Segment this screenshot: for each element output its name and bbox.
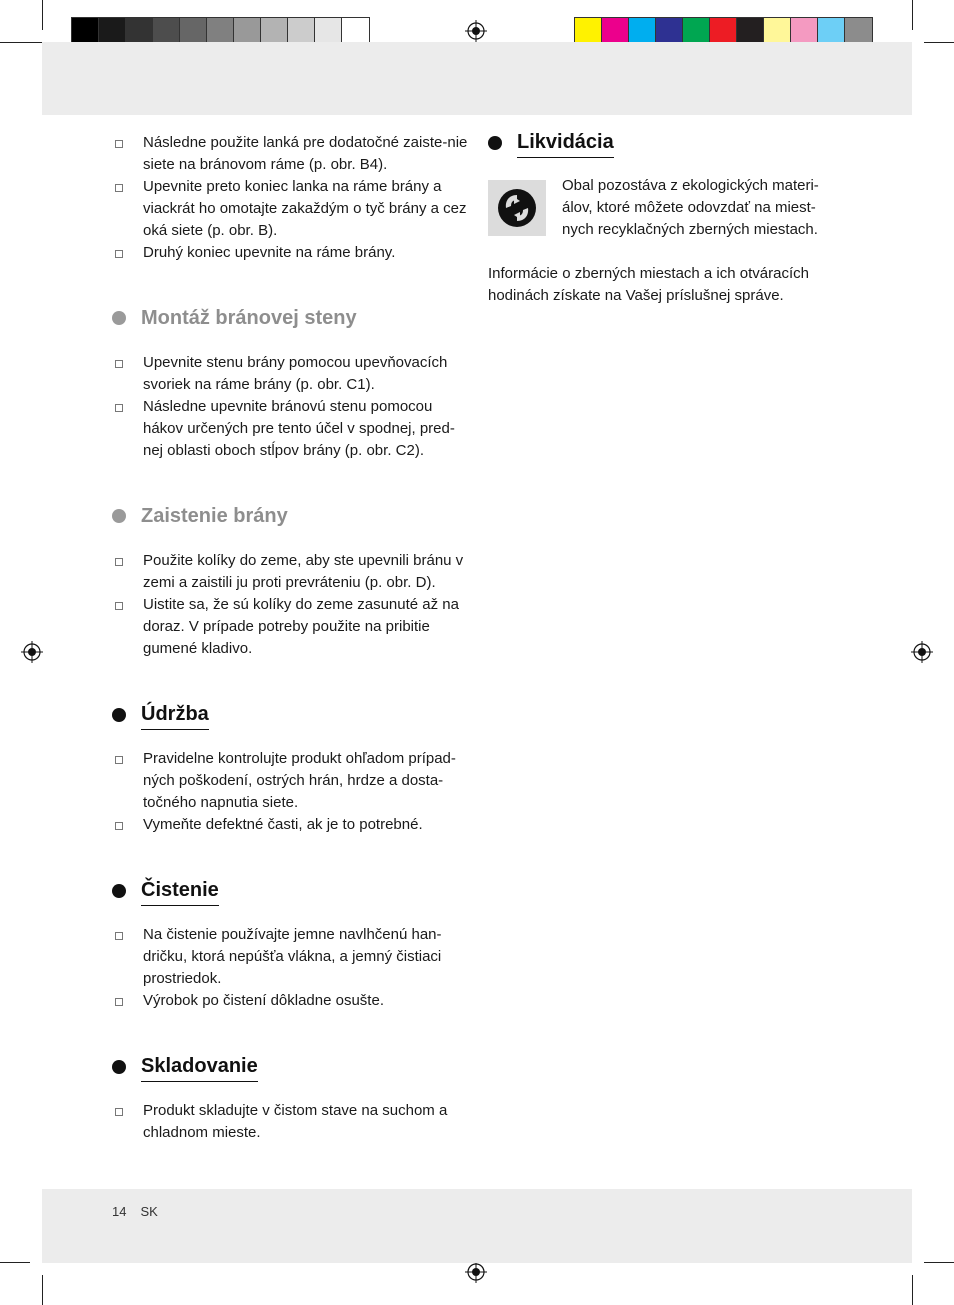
checkbox-bullet-icon — [115, 602, 123, 610]
color-swatch — [575, 18, 602, 45]
color-swatch — [710, 18, 737, 45]
list-item: Použite kolíky do zeme, aby ste upevnili bránu v zemi a zaistili ju proti prevráteniu (p. obr. D). — [112, 550, 472, 594]
list-item: Upevnite preto koniec lanka na ráme brány a viackrát ho omotajte zakaždým o tyč brány a cez oká siete (p. obr. B). — [112, 176, 472, 242]
checkbox-bullet-icon — [115, 558, 123, 566]
section-heading-cistenie — [112, 876, 472, 906]
right-column — [488, 128, 838, 304]
registration-mark-icon — [465, 1261, 487, 1283]
bullet-dot-icon — [112, 1060, 126, 1074]
collection-info-text: Informácie o zberných miestach a ich otváracích hodinách získate na Vašej príslušnej správe. — [488, 265, 809, 304]
color-swatch — [818, 18, 845, 45]
crop-mark — [924, 1262, 954, 1263]
crop-mark — [912, 1275, 913, 1305]
bullet-dot-icon — [112, 311, 126, 325]
color-swatch — [153, 18, 180, 45]
skladovanie-list — [112, 1100, 472, 1144]
checkbox-bullet-icon — [115, 140, 123, 148]
color-swatch — [629, 18, 656, 45]
udrzba-list — [112, 748, 472, 836]
cistenie-list — [112, 924, 472, 1012]
bullet-dot-icon — [112, 509, 126, 523]
montaz-list — [112, 352, 472, 462]
crop-mark — [42, 0, 43, 30]
color-swatch — [234, 18, 261, 45]
checkbox-bullet-icon — [115, 404, 123, 412]
checkbox-bullet-icon — [115, 360, 123, 368]
color-swatch — [315, 18, 342, 45]
bullet-dot-icon — [112, 708, 126, 722]
section-heading-udrzba — [112, 700, 472, 730]
color-swatch — [602, 18, 629, 45]
list-item: Na čistenie používajte jemne navlhčenú han-dričku, ktorá nepúšťa vlákna, a jemný čistiaci prostriedok. — [112, 924, 472, 990]
header-band — [42, 42, 912, 115]
crop-mark — [42, 1275, 43, 1305]
registration-mark-icon — [465, 20, 487, 42]
list-item: Pravidelne kontrolujte produkt ohľadom prípad-ných poškodení, ostrých hrán, hrdze a dosta-točného napnutia siete. — [112, 748, 472, 814]
checkbox-bullet-icon — [115, 184, 123, 192]
section-title: Skladovanie — [141, 1052, 258, 1082]
list-item: Následne upevnite bránovú stenu pomocou hákov určených pre tento účel v spodnej, pred-nej oblasti oboch stĺpov brány (p. obr. C2). — [112, 396, 472, 462]
color-swatch — [656, 18, 683, 45]
section-title: Čistenie — [141, 876, 219, 906]
color-swatch — [207, 18, 234, 45]
page-footer — [112, 1204, 172, 1219]
list-item: Produkt skladujte v čistom stave na suchom a chladnom mieste. — [112, 1100, 472, 1144]
list-item: Následne použite lanká pre dodatočné zaiste-nie siete na bránovom ráme (p. obr. B4). — [112, 132, 472, 176]
crop-mark — [0, 1262, 30, 1263]
list-item: Výrobok po čistení dôkladne osušte. — [112, 990, 472, 1012]
checkbox-bullet-icon — [115, 756, 123, 764]
section-title: Likvidácia — [517, 128, 614, 158]
bullet-dot-icon — [112, 884, 126, 898]
crop-mark — [18, 42, 42, 43]
section-heading-zaistenie — [112, 502, 472, 530]
checkbox-bullet-icon — [115, 932, 123, 940]
color-swatch — [72, 18, 99, 45]
color-swatch — [126, 18, 153, 45]
section-title: Montáž bránovej steny — [141, 307, 357, 329]
color-swatch — [764, 18, 791, 45]
checkbox-bullet-icon — [115, 1108, 123, 1116]
crop-mark — [924, 42, 954, 43]
registration-mark-icon — [911, 641, 933, 663]
color-swatch — [683, 18, 710, 45]
packaging-text: Obal pozostáva z ekologických materi-álov, ktoré môžete odovzdať na miest-nych recyklačných zberných miestach. — [562, 177, 819, 238]
green-dot-logo — [488, 180, 546, 236]
checkbox-bullet-icon — [115, 250, 123, 258]
section-title: Zaistenie brány — [141, 505, 288, 527]
color-swatch — [342, 18, 369, 45]
zaistenie-list — [112, 550, 472, 660]
footer-band — [42, 1189, 912, 1263]
language-code: SK — [140, 1204, 158, 1219]
color-swatch — [737, 18, 764, 45]
color-swatch — [180, 18, 207, 45]
section-heading-skladovanie — [112, 1052, 472, 1082]
color-swatch — [791, 18, 818, 45]
intro-list — [112, 132, 472, 264]
list-item: Vymeňte defektné časti, ak je to potrebné. — [112, 814, 472, 836]
list-item: Uistite sa, že sú kolíky do zeme zasunuté až na doraz. V prípade potreby použite na pribitie gumené kladivo. — [112, 594, 472, 660]
checkbox-bullet-icon — [115, 822, 123, 830]
list-item: Upevnite stenu brány pomocou upevňovacích svoriek na ráme brány (p. obr. C1). — [112, 352, 472, 396]
section-heading-montaz — [112, 304, 472, 332]
crop-mark — [912, 0, 913, 30]
list-item: Druhý koniec upevnite na ráme brány. — [112, 242, 472, 264]
section-title: Údržba — [141, 700, 209, 730]
page-number: 14 — [112, 1204, 127, 1219]
color-swatch — [845, 18, 872, 45]
color-swatch — [99, 18, 126, 45]
green-dot-recycling-icon — [496, 187, 538, 229]
left-column — [112, 130, 472, 1144]
bullet-dot-icon — [488, 136, 502, 150]
section-heading-likvidacia — [488, 128, 838, 158]
registration-mark-icon — [21, 641, 43, 663]
checkbox-bullet-icon — [115, 998, 123, 1006]
color-swatch — [288, 18, 315, 45]
color-swatch — [261, 18, 288, 45]
